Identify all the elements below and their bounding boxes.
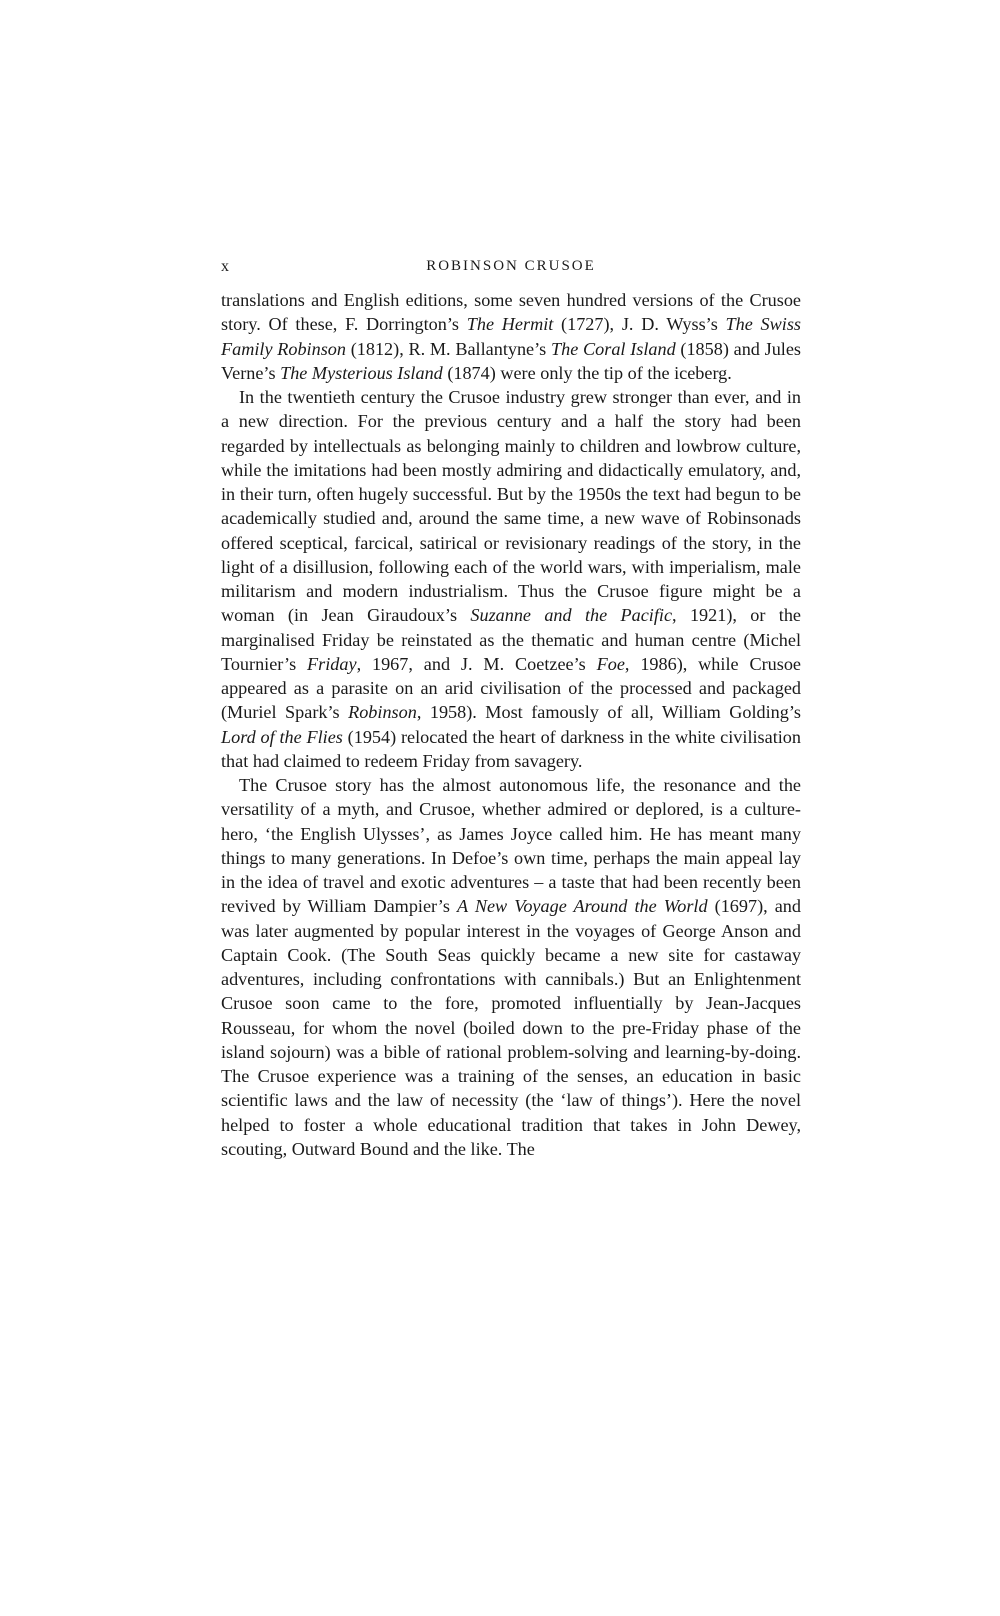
paragraph-text: (1727), J. D. Wyss’s: [553, 314, 726, 335]
paragraph-text: The Crusoe story has the almost autonomous life, the resonance and the versatility of a myth, and Crusoe, whether admired or deplored, is a culture-hero, ‘the English Ulysses’, as James Joyce called him. He has meant many things to many generations. In Defoe’s own time, perhaps the main appeal lay in the idea of travel and exotic adventures – a taste that had been recently been revived by William Dampier’s: [221, 775, 801, 917]
paragraph-text: (1858) and Jules Verne’s: [221, 338, 801, 383]
paragraph-text: (1812), R. M. Ballantyne’s: [345, 338, 551, 359]
paragraph-text: In the twentieth century the Crusoe industry grew stronger than ever, and in a new direction. For the previous century and a half the story had been regarded by intellectuals as belonging mainly to children and lowbrow culture, while the imitations had been mostly admiring and didactically emulatory, and, in their turn, often hugely successful. But by the 1950s the text had begun to be academically studied and, around the same time, a new wave of Robinsonads offered sceptical, farcical, satirical or revisionary readings of the story, in the light of a disillusion, following each of the world wars, with imperialism, male militarism and modern industrialism. Thus the Crusoe figure might be a woman (in Jean Giraudoux’s: [221, 387, 801, 626]
book-title: Friday: [307, 653, 357, 674]
paragraph-text: (1954) relocated the heart of darkness in the white civilisation that had claimed to redeem Friday from savagery.: [221, 726, 801, 771]
paragraph-2: [221, 385, 801, 773]
paragraph-text: , 1958). Most famously of all, William Golding’s: [416, 702, 801, 723]
book-title: Lord of the Flies: [221, 726, 343, 747]
paragraph-text: translations and English editions, some seven hundred versions of the Crusoe story. Of these, F. Dorrington’s: [221, 290, 801, 335]
book-title: Suzanne and the Pacific: [470, 605, 673, 626]
paragraph-text: (1874) were only the tip of the iceberg.: [442, 362, 732, 383]
running-head: [221, 254, 801, 282]
book-title: The Mysterious Island: [280, 362, 443, 383]
paragraph-1: [221, 288, 801, 385]
book-page: [221, 254, 801, 1161]
book-title: The Coral Island: [551, 338, 676, 359]
book-title: Foe: [596, 653, 625, 674]
paragraph-text: , 1967, and J. M. Coetzee’s: [356, 653, 597, 674]
page-number: x: [221, 258, 230, 275]
paragraph-text: (1697), and was later augmented by popular interest in the voyages of George Anson and Captain Cook. (The South Seas quickly became a new site for castaway adventures, including confrontations with cannibals.) But an Enlightenment Crusoe soon came to the fore, promoted influentially by Jean-Jacques Rousseau, for whom the novel (boiled down to the pre-Friday phase of the island sojourn) was a bible of rational problem-solving and learning-by-doing. The Crusoe experience was a training of the senses, an education in basic scientific laws and the law of necessity (the ‘law of things’). Here the novel helped to foster a whole educational tradition that takes in John Dewey, scouting, Outward Bound and the like. The: [221, 896, 801, 1159]
book-title: Robinson: [348, 702, 417, 723]
book-title: A New Voyage Around the World: [456, 896, 708, 917]
paragraph-text: , 1986), while Crusoe appeared as a parasite on an arid civilisation of the processed and packaged (Muriel Spark’s: [221, 653, 801, 723]
running-title: ROBINSON CRUSOE: [426, 258, 596, 274]
book-title: The Hermit: [466, 314, 554, 335]
book-title: The Swiss Family Robinson: [221, 314, 801, 359]
paragraph-text: , 1921), or the marginalised Friday be reinstated as the thematic and human centre (Michel Tournier’s: [221, 605, 801, 674]
paragraph-3: [221, 773, 801, 1161]
